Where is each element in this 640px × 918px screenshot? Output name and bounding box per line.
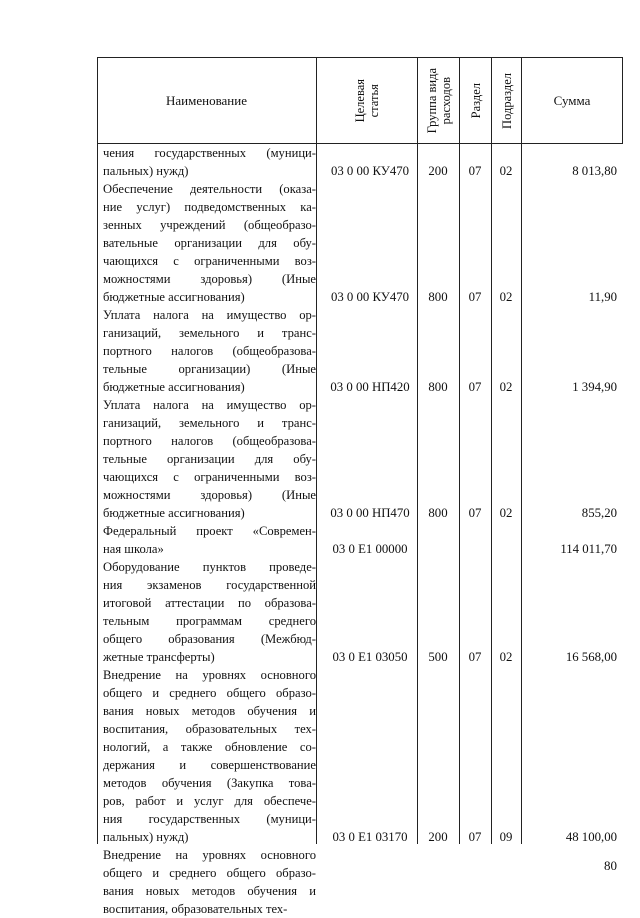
row-name-line: вательные организации для обу-: [103, 236, 316, 250]
row-sum: 855,20: [581, 506, 617, 520]
row-sum: 1 394,90: [572, 380, 617, 394]
row-target-code: 03 0 E1 03170: [332, 830, 408, 844]
row-name: [103, 558, 316, 666]
row-name-line: тельные организации) (Иные: [103, 362, 316, 376]
row-subsection: 02: [499, 650, 513, 664]
header-sum-label: Сумма: [553, 92, 591, 108]
row-name-line: методов обучения (Закупка това-: [103, 776, 316, 790]
row-subsection: 02: [499, 164, 513, 178]
row-subsection: 02: [499, 380, 513, 394]
row-name-line: бюджетные ассигнования): [103, 506, 245, 520]
row-name: [103, 180, 316, 306]
row-name-line: ния государственных (муници-: [103, 812, 316, 826]
row-section: 07: [468, 650, 482, 664]
row-name-line: Внедрение на уровнях основного: [103, 668, 316, 682]
row-name: [103, 666, 316, 846]
row-subsection: 02: [499, 290, 513, 304]
row-group: 800: [428, 290, 448, 304]
row-sum: 48 100,00: [565, 830, 617, 844]
row-name-line: ние услуг) подведомственных ка-: [103, 200, 316, 214]
row-name-line: пальных) нужд): [103, 164, 189, 178]
row-section: 07: [468, 290, 482, 304]
header-group: [418, 57, 459, 144]
row-group: 200: [428, 164, 448, 178]
row-target-code: 03 0 00 НП420: [330, 380, 410, 394]
row-name-line: общего образования (Межбюд-: [103, 632, 316, 646]
row-name: [103, 144, 316, 180]
row-target-code: 03 0 E1 03050: [332, 650, 408, 664]
row-name-line: ров, работ и услуг для обеспече-: [103, 794, 316, 808]
row-section: 07: [468, 830, 482, 844]
row-name-line: Уплата налога на имущество ор-: [103, 308, 316, 322]
row-name-line: ния экзаменов государственной: [103, 578, 316, 592]
row-group: 800: [428, 506, 448, 520]
row-section: 07: [468, 164, 482, 178]
header-sum: [522, 57, 622, 144]
header-section-label: Раздел: [468, 82, 483, 119]
budget-table: [97, 57, 623, 916]
row-subsection: 02: [499, 506, 513, 520]
row-name-line: ная школа»: [103, 542, 164, 556]
row-name: [103, 306, 316, 396]
table-border-right: [622, 57, 623, 144]
row-name-line: итоговой аттестации по образова-: [103, 596, 316, 610]
row-name-line: вания новых методов обучения и: [103, 704, 316, 718]
row-name-line: ганизаций, земельного и транс-: [103, 326, 316, 340]
row-name-line: можностями здоровья) (Иные: [103, 272, 316, 286]
row-section: 07: [468, 380, 482, 394]
header-subsection: [492, 57, 521, 144]
row-name-line: бюджетные ассигнования): [103, 290, 245, 304]
row-name-line: держания и совершенствование: [103, 758, 316, 772]
row-name-line: нологий, а также обновление со-: [103, 740, 316, 754]
row-name-line: чения государственных (муници-: [103, 146, 316, 160]
row-target-code: 03 0 00 КУ470: [330, 290, 410, 304]
row-name-line: портного налогов (общеобразова-: [103, 434, 316, 448]
row-name-line: Федеральный проект «Современ-: [103, 524, 316, 538]
header-target-label: Целевая статья: [353, 78, 381, 123]
row-name: [103, 396, 316, 522]
row-sum: 11,90: [588, 290, 617, 304]
row-sum: 16 568,00: [565, 650, 617, 664]
row-name-line: воспитания, образовательных тех-: [103, 722, 316, 736]
header-group-label: Группа вида расходов: [424, 67, 453, 134]
row-name-line: портного налогов (общеобразова-: [103, 344, 316, 358]
row-name-line: общего и среднего общего образо-: [103, 866, 316, 880]
row-name-line: чающихся с ограниченными воз-: [103, 254, 316, 268]
row-name: [103, 522, 316, 558]
row-section: 07: [468, 506, 482, 520]
row-name-line: тельные организации для обу-: [103, 452, 316, 466]
header-section: [460, 57, 491, 144]
header-subsection-label: Подраздел: [499, 72, 514, 129]
row-name-line: пальных) нужд): [103, 830, 189, 844]
row-group: 500: [428, 650, 448, 664]
row-group: 800: [428, 380, 448, 394]
row-name: [103, 846, 316, 918]
row-target-code: 03 0 00 НП470: [330, 506, 410, 520]
row-name-line: Уплата налога на имущество ор-: [103, 398, 316, 412]
row-name-line: Внедрение на уровнях основного: [103, 848, 316, 862]
row-target-code: 03 0 E1 00000: [332, 542, 408, 556]
row-name-line: вания новых методов обучения и: [103, 884, 316, 898]
row-name-line: можностями здоровья) (Иные: [103, 488, 316, 502]
header-target: [317, 57, 417, 144]
header-name-label: Наименование: [166, 92, 247, 108]
row-subsection: 09: [499, 830, 513, 844]
row-group: 200: [428, 830, 448, 844]
column-divider: [316, 57, 317, 844]
page-number: 80: [604, 858, 617, 873]
row-target-code: 03 0 00 КУ470: [330, 164, 410, 178]
header-name: [97, 57, 316, 144]
row-sum: 114 011,70: [560, 542, 617, 556]
row-name-line: Обеспечение деятельности (оказа-: [103, 182, 316, 196]
row-name-line: зенных учреждений (общеобразо-: [103, 218, 316, 232]
row-name-line: бюджетные ассигнования): [103, 380, 245, 394]
row-name-line: ганизаций, земельного и транс-: [103, 416, 316, 430]
row-name-line: воспитания, образовательных тех-: [103, 902, 288, 916]
row-name-line: тельным программам среднего: [103, 614, 316, 628]
row-name-line: Оборудование пунктов проведе-: [103, 560, 316, 574]
row-name-line: чающихся с ограниченными воз-: [103, 470, 316, 484]
row-name-line: общего и среднего общего образо-: [103, 686, 316, 700]
row-sum: 8 013,80: [572, 164, 617, 178]
row-name-line: жетные трансферты): [103, 650, 215, 664]
table-border-left: [97, 57, 98, 844]
